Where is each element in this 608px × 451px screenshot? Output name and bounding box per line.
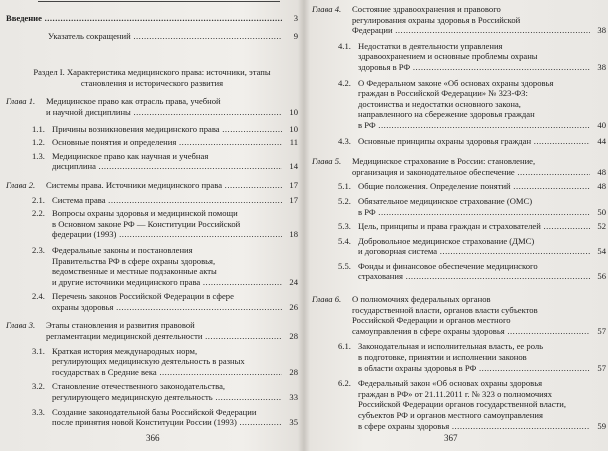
toc-section-3-1[interactable] [6, 346, 298, 378]
entry-line: Вопросы охраны здоровья и медицинской помощи [52, 208, 238, 219]
entry-line: Становление отечественного законодательства, [52, 381, 226, 392]
entry-line: Обязательное медицинское страхование (ОМС) [358, 195, 533, 206]
entry-page: 28 [289, 366, 298, 377]
section-number: 1.1. [32, 123, 45, 134]
toc-section-3-3[interactable] [6, 407, 298, 428]
entry-page: 56 [597, 271, 606, 282]
toc-section-5-2[interactable] [312, 196, 606, 217]
section-number: 4.1. [338, 40, 351, 51]
section-number: 5.3. [338, 221, 351, 232]
page-number: 366 [146, 433, 160, 443]
chapter-label: Глава 1. [6, 96, 36, 107]
entry-line: Краткая история международных норм, [52, 345, 198, 356]
entry-page: 17 [289, 179, 298, 190]
toc-section-4-2[interactable] [312, 78, 606, 131]
entry-line: Состояние здравоохранения и правового [352, 4, 501, 14]
toc-abbrev-label: Указатель сокращений [48, 30, 131, 41]
entry-page: 28 [289, 331, 298, 342]
entry-line: в области охраны здоровья в РФ ..... [358, 363, 590, 374]
entry-page: 44 [597, 135, 606, 146]
entry-page: 50 [597, 206, 606, 217]
toc-section-5-5[interactable] [312, 261, 606, 282]
toc-chapter-5[interactable] [312, 156, 606, 177]
entry-line: регулирующих медицинскую деятельность в разных [52, 356, 245, 367]
entry-line: федерации (1993) ..... [52, 229, 282, 240]
entry-line: Добровольное медицинское страхование (ДМС) [358, 235, 535, 246]
chapter-label: Глава 5. [312, 156, 342, 167]
chapter-label: Глава 3. [6, 320, 36, 331]
toc-section-4-1[interactable] [312, 41, 606, 73]
toc-chapter-3[interactable] [6, 320, 298, 341]
section-number: 6.1. [338, 341, 351, 352]
entry-line: Цель, принципы и права граждан и страхователей ..... [358, 221, 590, 232]
toc-section-2-3[interactable] [6, 245, 298, 287]
entry-line: страхования ..... [358, 271, 590, 282]
toc-section-6-2[interactable] [312, 378, 606, 431]
toc-intro[interactable] [6, 13, 298, 24]
entry-line: Правительства РФ в сфере охраны здоровья, [52, 255, 216, 266]
entry-line: Фонды и финансовое обеспечение медицинского [358, 260, 538, 271]
entry-line: Причины возникновения медицинского права ..... [52, 124, 282, 135]
entry-page: 54 [597, 246, 606, 257]
entry-line: Медицинское страхование в России: становление, [352, 156, 536, 167]
entry-page: 48 [597, 166, 606, 177]
section-number: 1.3. [32, 150, 45, 161]
top-rule [38, 1, 280, 2]
chapter-label: Глава 4. [312, 4, 342, 14]
entry-line: дисциплина ..... [52, 161, 282, 172]
toc-section-5-4[interactable] [312, 236, 606, 257]
chapter-label: Глава 2. [6, 179, 36, 190]
entry-page: 24 [289, 276, 298, 287]
toc-chapter-4[interactable] [312, 4, 606, 36]
section-number: 3.1. [32, 345, 45, 356]
entry-line: государствах в Средние века ..... [52, 367, 282, 378]
toc-section-2-1[interactable] [6, 195, 298, 206]
entry-line: Федеральные законы и постановления [52, 244, 193, 255]
entry-line: охраны здоровья ..... [52, 302, 282, 313]
toc-section-1-3[interactable] [6, 151, 298, 172]
toc-chapter-6[interactable] [312, 294, 606, 336]
entry-page: 18 [289, 229, 298, 240]
section-title [6, 67, 298, 88]
entry-line: регламентации медицинской деятельности ..... [46, 331, 282, 342]
entry-line: О Федеральном законе «Об основах охраны здоровья [358, 77, 554, 88]
entry-page: 57 [597, 362, 606, 373]
toc-section-2-4[interactable] [6, 291, 298, 312]
entry-line: Этапы становления и развития правовой [46, 320, 195, 331]
entry-line: Федеральный закон «Об основах охраны здоровья [358, 378, 543, 389]
entry-line: граждан в РФ» от 21.11.2011 г. № 323 о полномочиях [358, 388, 553, 399]
section-number: 1.2. [32, 137, 45, 148]
entry-line: и договорная система ..... [358, 246, 590, 257]
entry-line: Системы права. Источники медицинского права ..... [46, 180, 282, 191]
entry-page: 26 [289, 301, 298, 312]
entry-page: 10 [289, 123, 298, 134]
entry-line: в РФ ..... [358, 120, 590, 131]
section-number: 2.4. [32, 291, 45, 302]
entry-line: Основные понятия и определения ..... [52, 137, 282, 148]
entry-line: Создание законодательной базы Российской Федерации [52, 406, 257, 417]
section-title-line: Раздел I. Характеристика медицинского права: источники, этапы [33, 67, 271, 78]
entry-page: 38 [597, 25, 606, 36]
entry-line: граждан в Российской Федерации» № 323-ФЗ: [358, 88, 528, 99]
toc-section-5-3[interactable] [312, 221, 606, 232]
section-number: 6.2. [338, 378, 351, 389]
entry-line: Федерации ..... [352, 25, 590, 36]
entry-page: 11 [289, 137, 298, 148]
toc-section-4-3[interactable] [312, 136, 606, 147]
entry-line: Основные принципы охраны здоровья граждан ..... [358, 136, 590, 147]
entry-page: 38 [597, 61, 606, 72]
entry-line: государственной власти, органов власти субъектов [352, 304, 538, 315]
toc-section-1-2[interactable] [6, 137, 298, 148]
entry-line: в подготовке, принятии и исполнении законов [358, 352, 527, 363]
section-number: 5.2. [338, 195, 351, 206]
toc-intro-label: Введение [6, 13, 42, 23]
section-number: 5.5. [338, 260, 351, 271]
entry-page: 59 [597, 420, 606, 431]
section-number: 2.3. [32, 244, 45, 255]
toc-section-5-1[interactable] [312, 181, 606, 192]
section-number: 2.1. [32, 194, 45, 205]
toc-right [312, 4, 606, 431]
toc-abbrev-page: 9 [293, 30, 298, 41]
toc-section-6-1[interactable] [312, 341, 606, 373]
entry-line: и научной дисциплины ..... [46, 107, 282, 118]
section-number: 5.1. [338, 181, 351, 192]
entry-line: достоинства и недостатки основного закона, [358, 98, 521, 109]
entry-line: организация и законодательное обеспечение ..... [352, 167, 590, 178]
entry-page: 57 [597, 325, 606, 336]
entry-line: Медицинское право как научная и учебная [52, 150, 209, 161]
entry-page: 17 [289, 194, 298, 205]
entry-line: регулирования охраны здоровья в Российской [352, 14, 521, 25]
entry-page: 52 [597, 221, 606, 232]
entry-line: Медицинское право как отрасль права, учебной [46, 96, 221, 107]
section-number: 5.4. [338, 235, 351, 246]
entry-line: в Основном законе РФ — Конституции Российской [52, 218, 241, 229]
toc-intro-page: 3 [293, 13, 298, 23]
entry-page: 35 [289, 417, 298, 428]
entry-line: после принятия новой Конституции России (1993) ..... [52, 417, 282, 428]
section-number: 3.3. [32, 406, 45, 417]
toc-chapter-1[interactable] [6, 96, 298, 117]
entry-page: 40 [597, 119, 606, 130]
section-title-line: становления и исторического развития [80, 77, 224, 88]
section-number: 2.2. [32, 208, 45, 219]
entry-line: Законодательная и исполнительная власть, ее роль [358, 341, 544, 352]
chapter-label: Глава 6. [312, 294, 342, 305]
entry-page: 48 [597, 181, 606, 192]
entry-line: Система права ..... [52, 195, 282, 206]
entry-line: здравоохранением и основные проблемы охраны [358, 51, 538, 62]
toc-left [6, 13, 298, 428]
entry-line: самоуправления в сфере охраны здоровья ..... [352, 326, 590, 337]
toc-section-2-2[interactable] [6, 208, 298, 240]
entry-line: Общие положения. Определение понятий ..... [358, 181, 590, 192]
entry-line: ведомственные и местные подзаконные акты [52, 266, 217, 277]
toc-chapter-2[interactable] [6, 180, 298, 191]
entry-line: здоровья в РФ ..... [358, 62, 590, 73]
entry-line: и другие источники медицинского права ..... [52, 277, 282, 288]
entry-line: О полномочиях федеральных органов [352, 294, 491, 305]
toc-section-3-2[interactable] [6, 381, 298, 402]
toc-section-1-1[interactable] [6, 124, 298, 135]
entry-line: субъектов РФ и органов местного самоуправления [358, 410, 543, 420]
right-page [312, 0, 606, 451]
page-number: 367 [444, 433, 458, 443]
toc-abbrev[interactable] [6, 31, 298, 42]
entry-line: в РФ ..... [358, 207, 590, 218]
entry-line: Недостатки в деятельности управления [358, 40, 503, 51]
entry-page: 33 [289, 392, 298, 403]
entry-page: 10 [289, 106, 298, 117]
entry-page: 14 [289, 161, 298, 172]
entry-line: в сфере охраны здоровья ..... [358, 421, 590, 432]
entry-line: Российской Федерации и органов местного [352, 315, 511, 326]
entry-line: регулирующего медицинскую деятельность ..... [52, 392, 282, 403]
entry-line: Российской Федерации органов государственной власти, [358, 399, 567, 410]
entry-line: Перечень законов Российской Федерации в сфере [52, 291, 234, 302]
entry-line: направленного на сбережение здоровья граждан [358, 109, 535, 120]
section-number: 4.2. [338, 77, 351, 88]
section-number: 3.2. [32, 381, 45, 392]
section-number: 4.3. [338, 135, 351, 146]
left-page [6, 0, 298, 451]
